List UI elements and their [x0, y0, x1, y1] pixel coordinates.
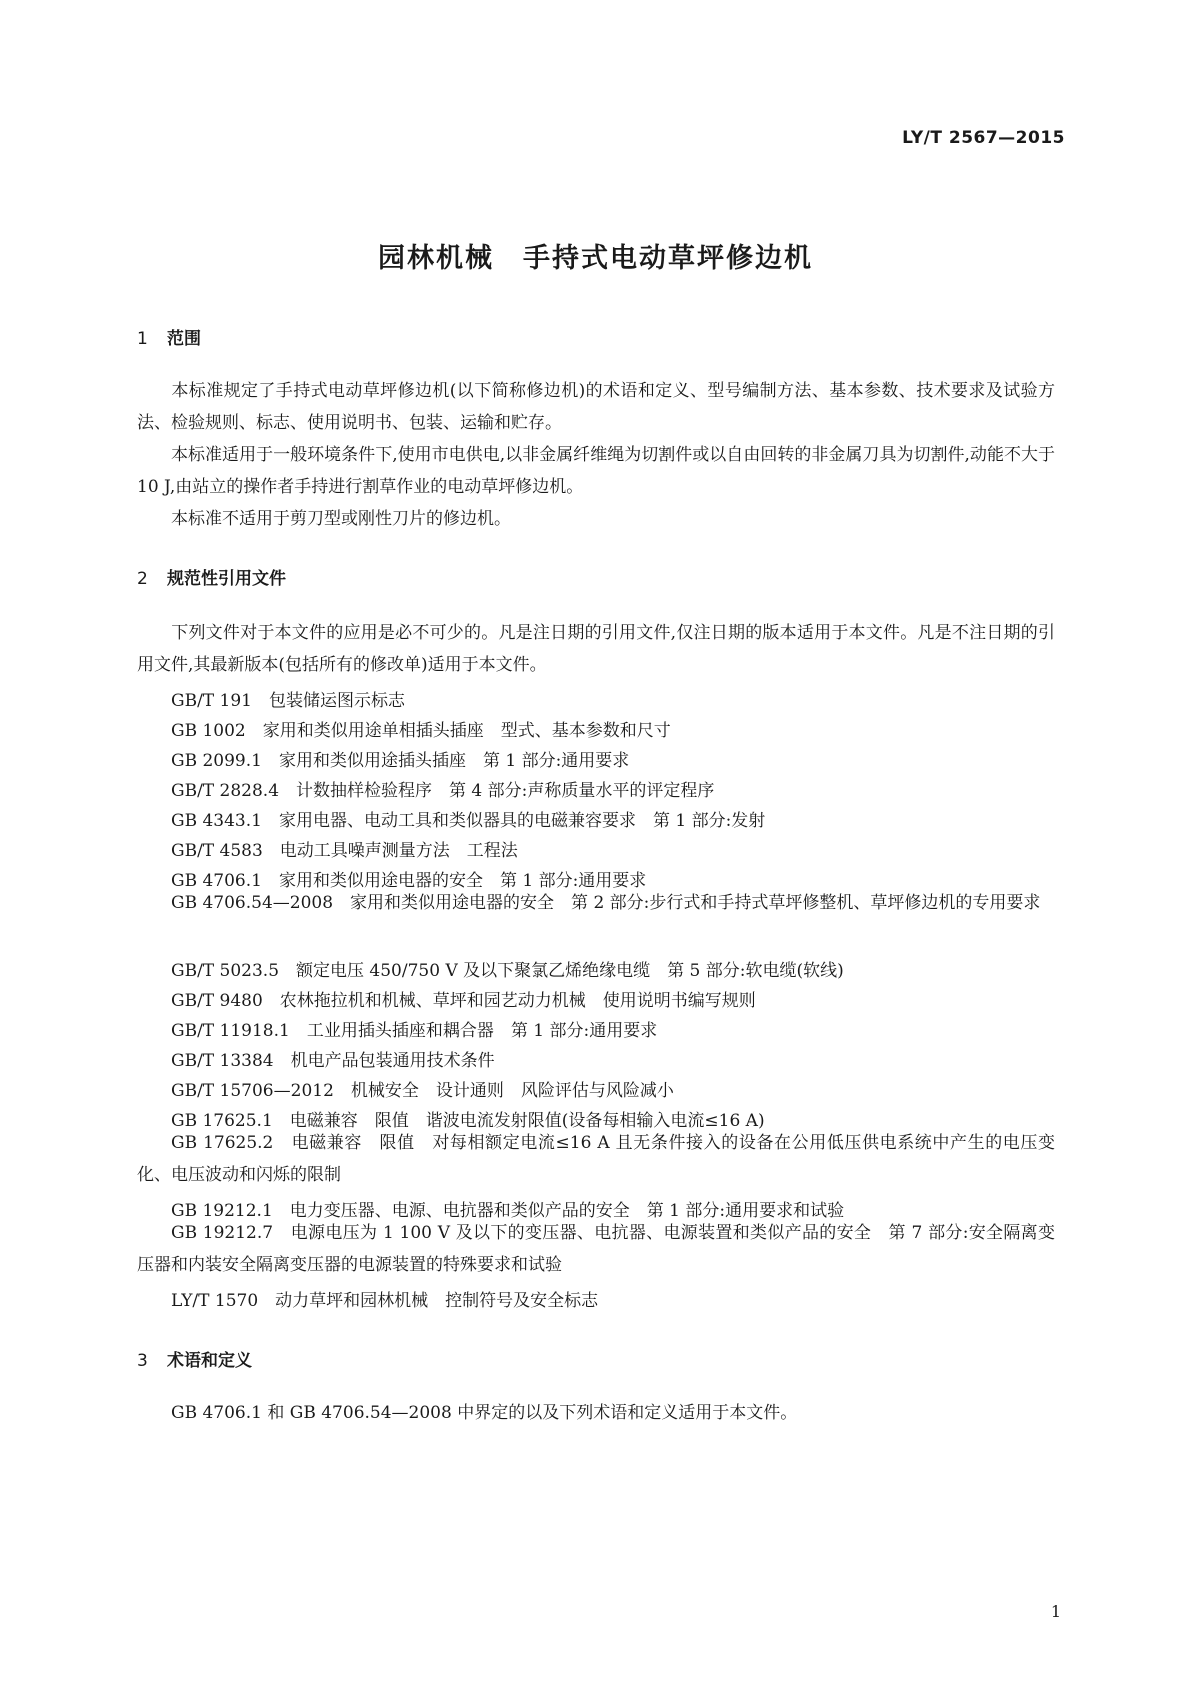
scope-paragraph-3: 本标准不适用于剪刀型或刚性刀片的修边机。 — [171, 509, 511, 529]
terms-paragraph: GB 4706.1 和 GB 4706.54—2008 中界定的以及下列术语和定义适用于本文件。 — [171, 1403, 798, 1423]
reference-item: GB 19212.1 电力变压器、电源、电抗器和类似产品的安全 第 1 部分:通用要求和试验 — [171, 1201, 845, 1221]
reference-item: GB 4343.1 家用电器、电动工具和类似器具的电磁兼容要求 第 1 部分:发射 — [171, 811, 766, 831]
section-3-heading — [137, 1346, 252, 1371]
references-intro: 下列文件对于本文件的应用是必不可少的。凡是注日期的引用文件,仅注日期的版本适用于本文件。凡是不注日期的引用文件,其最新版本(包括所有的修改单)适用于本文件。 — [137, 623, 1055, 675]
reference-item: GB/T 191 包装储运图示标志 — [171, 691, 405, 711]
reference-item: GB/T 2828.4 计数抽样检验程序 第 4 部分:声称质量水平的评定程序 — [171, 781, 715, 801]
reference-item: GB/T 5023.5 额定电压 450/750 V 及以下聚氯乙烯绝缘电缆 第 5 部分:软电缆(软线) — [171, 961, 844, 981]
reference-item: GB/T 9480 农林拖拉机和机械、草坪和园艺动力机械 使用说明书编写规则 — [171, 991, 756, 1011]
reference-item: GB/T 11918.1 工业用插头插座和耦合器 第 1 部分:通用要求 — [171, 1021, 658, 1041]
reference-item: GB 17625.1 电磁兼容 限值 谐波电流发射限值(设备每相输入电流≤16 A) — [171, 1111, 765, 1131]
page-number: 1 — [1050, 1602, 1061, 1621]
reference-item: GB/T 4583 电动工具噪声测量方法 工程法 — [171, 841, 518, 861]
section-1-heading — [137, 324, 201, 349]
section-number: 3 — [137, 1351, 148, 1371]
section-title: 规范性引用文件 — [167, 569, 286, 589]
reference-item: GB/T 15706—2012 机械安全 设计通则 风险评估与风险减小 — [171, 1081, 674, 1101]
reference-item: GB 1002 家用和类似用途单相插头插座 型式、基本参数和尺寸 — [171, 721, 671, 741]
section-number: 2 — [137, 569, 148, 589]
section-2-heading — [137, 564, 286, 589]
document-title: 园林机械 手持式电动草坪修边机 — [378, 243, 813, 274]
scope-paragraph-1: 本标准规定了手持式电动草坪修边机(以下简称修边机)的术语和定义、型号编制方法、基本参数、技术要求及试验方法、检验规则、标志、使用说明书、包装、运输和贮存。 — [137, 381, 1055, 433]
standard-code: LY/T 2567—2015 — [902, 128, 1065, 148]
reference-item: GB 4706.1 家用和类似用途电器的安全 第 1 部分:通用要求 — [171, 871, 647, 891]
reference-item: GB 19212.7 电源电压为 1 100 V 及以下的变压器、电抗器、电源装置和类似产品的安全 第 7 部分:安全隔离变压器和内装安全隔离变压器的电源装置的特殊要求和试验 — [137, 1223, 1055, 1275]
section-title: 术语和定义 — [167, 1351, 252, 1371]
reference-item: GB/T 13384 机电产品包装通用技术条件 — [171, 1051, 495, 1071]
scope-paragraph-2: 本标准适用于一般环境条件下,使用市电供电,以非金属纤维绳为切割件或以自由回转的非金属刀具为切割件,动能不大于 10 J,由站立的操作者手持进行割草作业的电动草坪修边机。 — [137, 445, 1055, 497]
reference-item: LY/T 1570 动力草坪和园林机械 控制符号及安全标志 — [171, 1291, 599, 1311]
reference-item: GB 2099.1 家用和类似用途插头插座 第 1 部分:通用要求 — [171, 751, 630, 771]
section-number: 1 — [137, 329, 148, 349]
section-title: 范围 — [167, 329, 201, 349]
reference-item: GB 17625.2 电磁兼容 限值 对每相额定电流≤16 A 且无条件接入的设备在公用低压供电系统中产生的电压变化、电压波动和闪烁的限制 — [137, 1133, 1055, 1185]
reference-item: GB 4706.54—2008 家用和类似用途电器的安全 第 2 部分:步行式和手持式草坪修整机、草坪修边机的专用要求 — [171, 893, 1041, 913]
